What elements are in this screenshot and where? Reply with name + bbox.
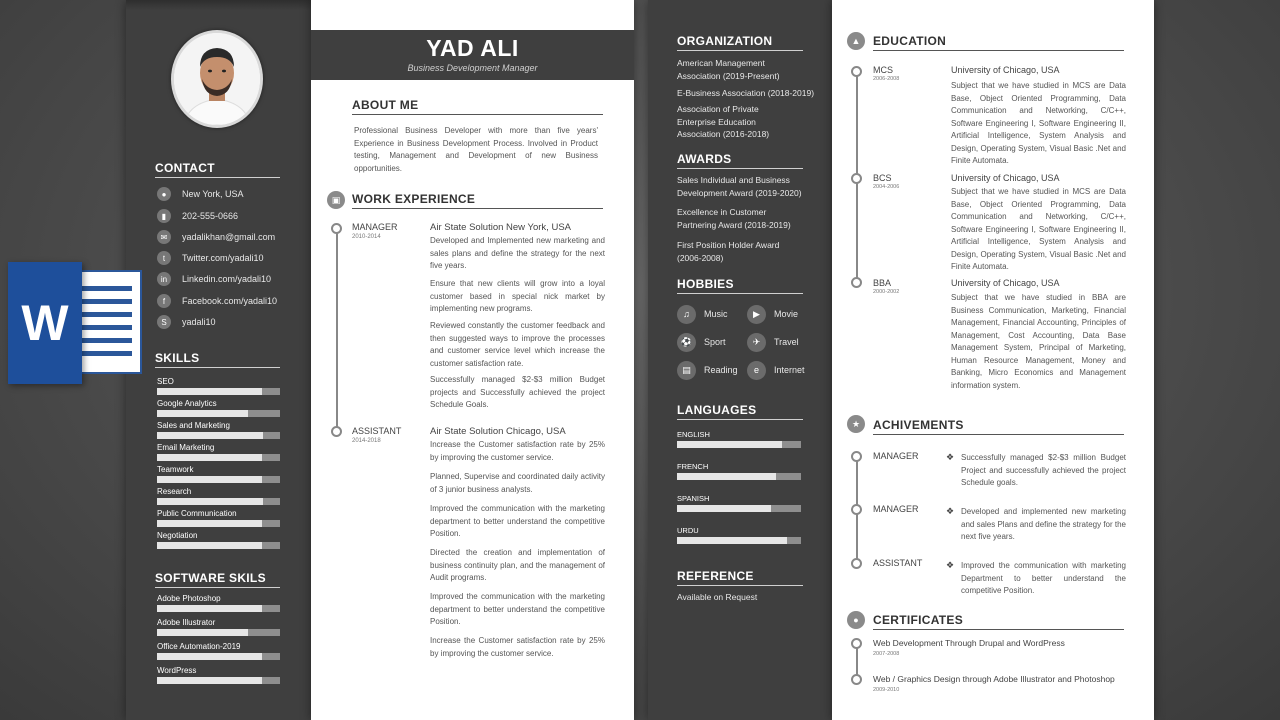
timeline-dot — [851, 558, 862, 569]
email-icon: ✉ — [157, 230, 171, 244]
skill-level-bar — [677, 537, 801, 544]
skill-level-fill — [677, 441, 782, 448]
profile-photo — [174, 33, 260, 125]
graduation-cap-icon: ▲ — [847, 32, 865, 50]
skill-level-bar — [157, 388, 280, 395]
contact-facebook — [157, 293, 277, 309]
linkedin-icon: in — [157, 272, 171, 286]
skill-level-fill — [157, 520, 262, 527]
job-dates: 2010-2014 — [352, 234, 381, 240]
skill-label: Google Analytics — [157, 399, 217, 408]
skill-label: URDU — [677, 526, 699, 535]
skill-level-fill — [677, 505, 771, 512]
job-paragraph: Successfully managed $2-$3 million Budget projects and Successfully achieved the project Schedule Goals. — [430, 375, 605, 409]
hobbies-heading: HOBBIES — [677, 277, 803, 294]
job-organization: Air State Solution Chicago, USA — [430, 426, 566, 437]
certificate-icon: ● — [847, 611, 865, 629]
award-item: Excellence in Customer Partnering Award (2018-2019) — [677, 207, 791, 230]
hobby-internet — [747, 360, 805, 380]
timeline-dot — [331, 426, 342, 437]
edu-dates: 2006-2008 — [873, 76, 900, 82]
edu-university: University of Chicago, USA — [951, 173, 1060, 183]
skill-level-fill — [157, 432, 263, 439]
skill-level-bar — [157, 605, 280, 612]
contact-text: yadalikhan@gmail.com — [182, 232, 276, 242]
skill-item — [157, 666, 280, 684]
contact-text: Twitter.com/yadali10 — [182, 253, 264, 263]
sport-icon: ⚽ — [677, 333, 696, 352]
job-paragraph: Improved the communication with the marketing department to better understand the competitive Position. — [430, 592, 605, 626]
internet-icon: e — [747, 361, 766, 380]
hobby-travel — [747, 332, 799, 352]
edu-degree: BCS — [873, 173, 892, 183]
skill-level-fill — [157, 476, 262, 483]
job-paragraph: Developed and Implemented new marketing and sales plans and define the strategy for the next five years. — [430, 236, 605, 270]
skill-level-fill — [157, 498, 263, 505]
achievement-text: Successfully managed $2-$3 million Budget Project and successfully achieved the project Schedule goals. — [961, 453, 1126, 487]
edu-university: University of Chicago, USA — [951, 278, 1060, 288]
skill-item — [157, 487, 280, 505]
location-icon: ● — [157, 187, 171, 201]
skill-label: ENGLISH — [677, 430, 710, 439]
contact-email — [157, 229, 275, 245]
job-paragraph: Ensure that new clients will grow into a loyal customer based in special nick market by implementing new programs. — [430, 279, 605, 313]
achievement-role: MANAGER — [873, 504, 919, 514]
contact-text: 202-555-0666 — [182, 211, 239, 221]
skill-label: Adobe Illustrator — [157, 618, 216, 627]
organization-item: E-Business Association (2018-2019) — [677, 88, 815, 98]
job-paragraph: Improved the communication with the marketing department to better understand the competitive Position. — [430, 504, 605, 538]
skill-label: Teamwork — [157, 465, 194, 474]
job-title: ASSISTANT — [352, 426, 402, 436]
diamond-bullet-icon: ❖ — [946, 560, 955, 570]
achievement-text: Improved the communication with marketing Department to better understand the competitive Position. — [961, 561, 1126, 595]
timeline-dot — [851, 674, 862, 685]
job-paragraph: Directed the creation and implementation of business continuity plan, and the management of Audit programs. — [430, 548, 605, 582]
awards-heading: AWARDS — [677, 152, 803, 169]
achievement-role: MANAGER — [873, 451, 919, 461]
contact-twitter — [157, 250, 264, 266]
skill-level-fill — [157, 542, 262, 549]
timeline-dot — [851, 277, 862, 288]
contact-heading: CONTACT — [155, 161, 280, 178]
skill-item — [157, 509, 280, 527]
skill-level-bar — [677, 473, 801, 480]
skill-level-fill — [157, 454, 262, 461]
skill-level-fill — [157, 388, 262, 395]
reading-icon: ▤ — [677, 361, 696, 380]
achievement-text: Developed and implemented new marketing and sales Plans and define the strategy for the next five years. — [961, 507, 1126, 541]
skill-item — [677, 494, 801, 512]
timeline-dot — [331, 223, 342, 234]
contact-text: Facebook.com/yadali10 — [182, 296, 278, 306]
hobby-music — [677, 304, 728, 324]
edu-description: Subject that we have studied in BBA are Business Communication, Marketing, Financial Management, Financial Accounting, Principles of Management, Cost Accounting, Data Base Management System, Principal of Marketing, Human Resource Management, Money and Banking, Micro Economics and Management information system. — [951, 293, 1126, 390]
candidate-name: YAD ALI — [426, 35, 519, 61]
skill-level-bar — [157, 677, 280, 684]
edu-description: Subject that we have studied in MCS are Data Base, Object Oriented Programming, Data Communication and Networking, C/C++, Software Engineering I, Software Engineering II, Artificial Intelligence, System Analysis and Design, Operating System, Visual Basic .Net and Finite Automata. — [951, 187, 1126, 271]
facebook-icon: f — [157, 294, 171, 308]
job-paragraph: Increase the Customer satisfaction rate by 25% by improving the customer service. — [430, 636, 605, 658]
contact-text: New York, USA — [182, 189, 244, 199]
skill-item — [157, 399, 280, 417]
ms-word-logo — [8, 262, 136, 384]
contact-skype — [157, 314, 216, 330]
skill-label: FRENCH — [677, 462, 709, 471]
skill-level-fill — [157, 410, 248, 417]
movie-icon: ▶ — [747, 305, 766, 324]
skill-level-fill — [677, 473, 776, 480]
hobby-label: Music — [704, 309, 728, 319]
skill-level-bar — [157, 542, 280, 549]
skill-item — [157, 531, 280, 549]
edu-description: Subject that we have studied in MCS are Data Base, Object Oriented Programming, Data Communication and Networking, C/C++, Software Engineering I, Software Engineering II, Artificial Intelligence, System Analysis and Design, Operating System, Visual Basic .Net and Finite Automata. — [951, 81, 1126, 165]
skype-icon: S — [157, 315, 171, 329]
award-item: First Position Holder Award (2006-2008) — [677, 240, 780, 263]
skill-label: Adobe Photoshop — [157, 594, 221, 603]
skill-level-fill — [677, 537, 787, 544]
certificate-title: Web / Graphics Design through Adobe Illustrator and Photoshop — [873, 674, 1115, 684]
music-icon: ♫ — [677, 305, 696, 324]
skill-item — [157, 465, 280, 483]
skill-level-bar — [157, 410, 280, 417]
skill-level-bar — [157, 432, 280, 439]
timeline-dot — [851, 66, 862, 77]
edu-university: University of Chicago, USA — [951, 65, 1060, 75]
skill-level-bar — [677, 441, 801, 448]
award-item: Sales Individual and Business Development Award (2019-2020) — [677, 175, 802, 198]
skill-label: Office Automation-2019 — [157, 642, 241, 651]
skill-level-fill — [157, 629, 248, 636]
hobby-sport — [677, 332, 726, 352]
contact-text: Linkedin.com/yadali10 — [182, 274, 272, 284]
organization-item: Association of Private Enterprise Education Association (2016-2018) — [677, 104, 770, 139]
contact-location — [157, 186, 244, 202]
reference-text: Available on Request — [677, 592, 758, 602]
contact-linkedin — [157, 271, 271, 287]
skill-level-fill — [157, 677, 262, 684]
timeline-dot — [851, 173, 862, 184]
contact-text: yadali10 — [182, 317, 216, 327]
skill-label: SEO — [157, 377, 174, 386]
about-text: Professional Business Developer with more than five years' Experience in Business Development Process. Involved in Product testing, Management and Development of new Business opportunities. — [354, 126, 598, 173]
certificates-heading: CERTIFICATES — [873, 613, 1124, 630]
hobby-reading — [677, 360, 738, 380]
software-heading: SOFTWARE SKILS — [155, 571, 280, 588]
skill-item — [677, 526, 801, 544]
skill-label: SPANISH — [677, 494, 710, 503]
skill-level-fill — [157, 605, 262, 612]
skill-level-bar — [157, 454, 280, 461]
skills-heading: SKILLS — [155, 351, 280, 368]
skill-level-bar — [157, 476, 280, 483]
twitter-icon: t — [157, 251, 171, 265]
achievements-heading: ACHIVEMENTS — [873, 418, 1124, 435]
hobby-label: Travel — [774, 337, 799, 347]
word-w-icon: W — [8, 262, 82, 384]
education-heading: EDUCATION — [873, 34, 1124, 51]
skill-label: Email Marketing — [157, 443, 215, 452]
edu-degree: BBA — [873, 278, 892, 288]
skill-label: Sales and Marketing — [157, 421, 230, 430]
skill-level-bar — [157, 520, 280, 527]
skill-label: Research — [157, 487, 192, 496]
hobby-label: Reading — [704, 365, 738, 375]
organization-heading: ORGANIZATION — [677, 34, 803, 51]
skill-item — [157, 443, 280, 461]
timeline-dot — [851, 504, 862, 515]
job-title: MANAGER — [352, 222, 398, 232]
briefcase-icon: ▣ — [327, 191, 345, 209]
hobby-label: Internet — [774, 365, 805, 375]
languages-heading: LANGUAGES — [677, 403, 803, 420]
certificate-dates: 2007-2008 — [873, 651, 900, 657]
edu-dates: 2000-2002 — [873, 289, 900, 295]
diamond-bullet-icon: ❖ — [946, 452, 955, 462]
job-paragraph: Planned, Supervise and coordinated daily activity of 3 junior business analysts. — [430, 472, 605, 494]
skill-label: Public Communication — [157, 509, 237, 518]
skill-item — [677, 462, 801, 480]
job-paragraph: Increase the Customer satisfaction rate by 25% by improving the customer service. — [430, 440, 605, 462]
candidate-role: Business Development Manager — [407, 63, 538, 73]
skill-item — [157, 618, 280, 636]
skill-level-bar — [157, 629, 280, 636]
contact-phone — [157, 208, 238, 224]
work-heading: WORK EXPERIENCE — [352, 192, 603, 209]
job-paragraph: Reviewed constantly the customer feedback and then suggested ways to improve the processes and customer service level which increase the customer satisfaction rate. — [430, 321, 605, 368]
skill-level-bar — [157, 498, 280, 505]
timeline-dot — [851, 638, 862, 649]
diamond-bullet-icon: ❖ — [946, 506, 955, 516]
travel-icon: ✈ — [747, 333, 766, 352]
about-heading: ABOUT ME — [352, 98, 603, 115]
skill-item — [157, 421, 280, 439]
organization-item: American Management Association (2019-Present) — [677, 58, 780, 81]
name-banner — [311, 30, 634, 80]
skill-level-bar — [157, 653, 280, 660]
skill-item — [157, 377, 280, 395]
job-organization: Air State Solution New York, USA — [430, 222, 571, 233]
edu-degree: MCS — [873, 65, 893, 75]
skill-level-bar — [677, 505, 801, 512]
skill-level-fill — [157, 653, 262, 660]
skill-item — [157, 594, 280, 612]
certificate-dates: 2009-2010 — [873, 687, 900, 693]
job-dates: 2014-2018 — [352, 438, 381, 444]
edu-dates: 2004-2006 — [873, 184, 900, 190]
skill-item — [157, 642, 280, 660]
hobby-label: Sport — [704, 337, 726, 347]
hobby-movie — [747, 304, 798, 324]
work-timeline — [336, 232, 338, 429]
skill-item — [677, 430, 801, 448]
achievement-role: ASSISTANT — [873, 558, 923, 568]
certificate-title: Web Development Through Drupal and WordPress — [873, 638, 1065, 648]
hobby-label: Movie — [774, 309, 799, 319]
reference-heading: REFERENCE — [677, 569, 803, 586]
medal-icon: ★ — [847, 415, 865, 433]
timeline-dot — [851, 451, 862, 462]
skill-label: Negotiation — [157, 531, 198, 540]
phone-icon: ▮ — [157, 209, 171, 223]
skill-label: WordPress — [157, 666, 197, 675]
